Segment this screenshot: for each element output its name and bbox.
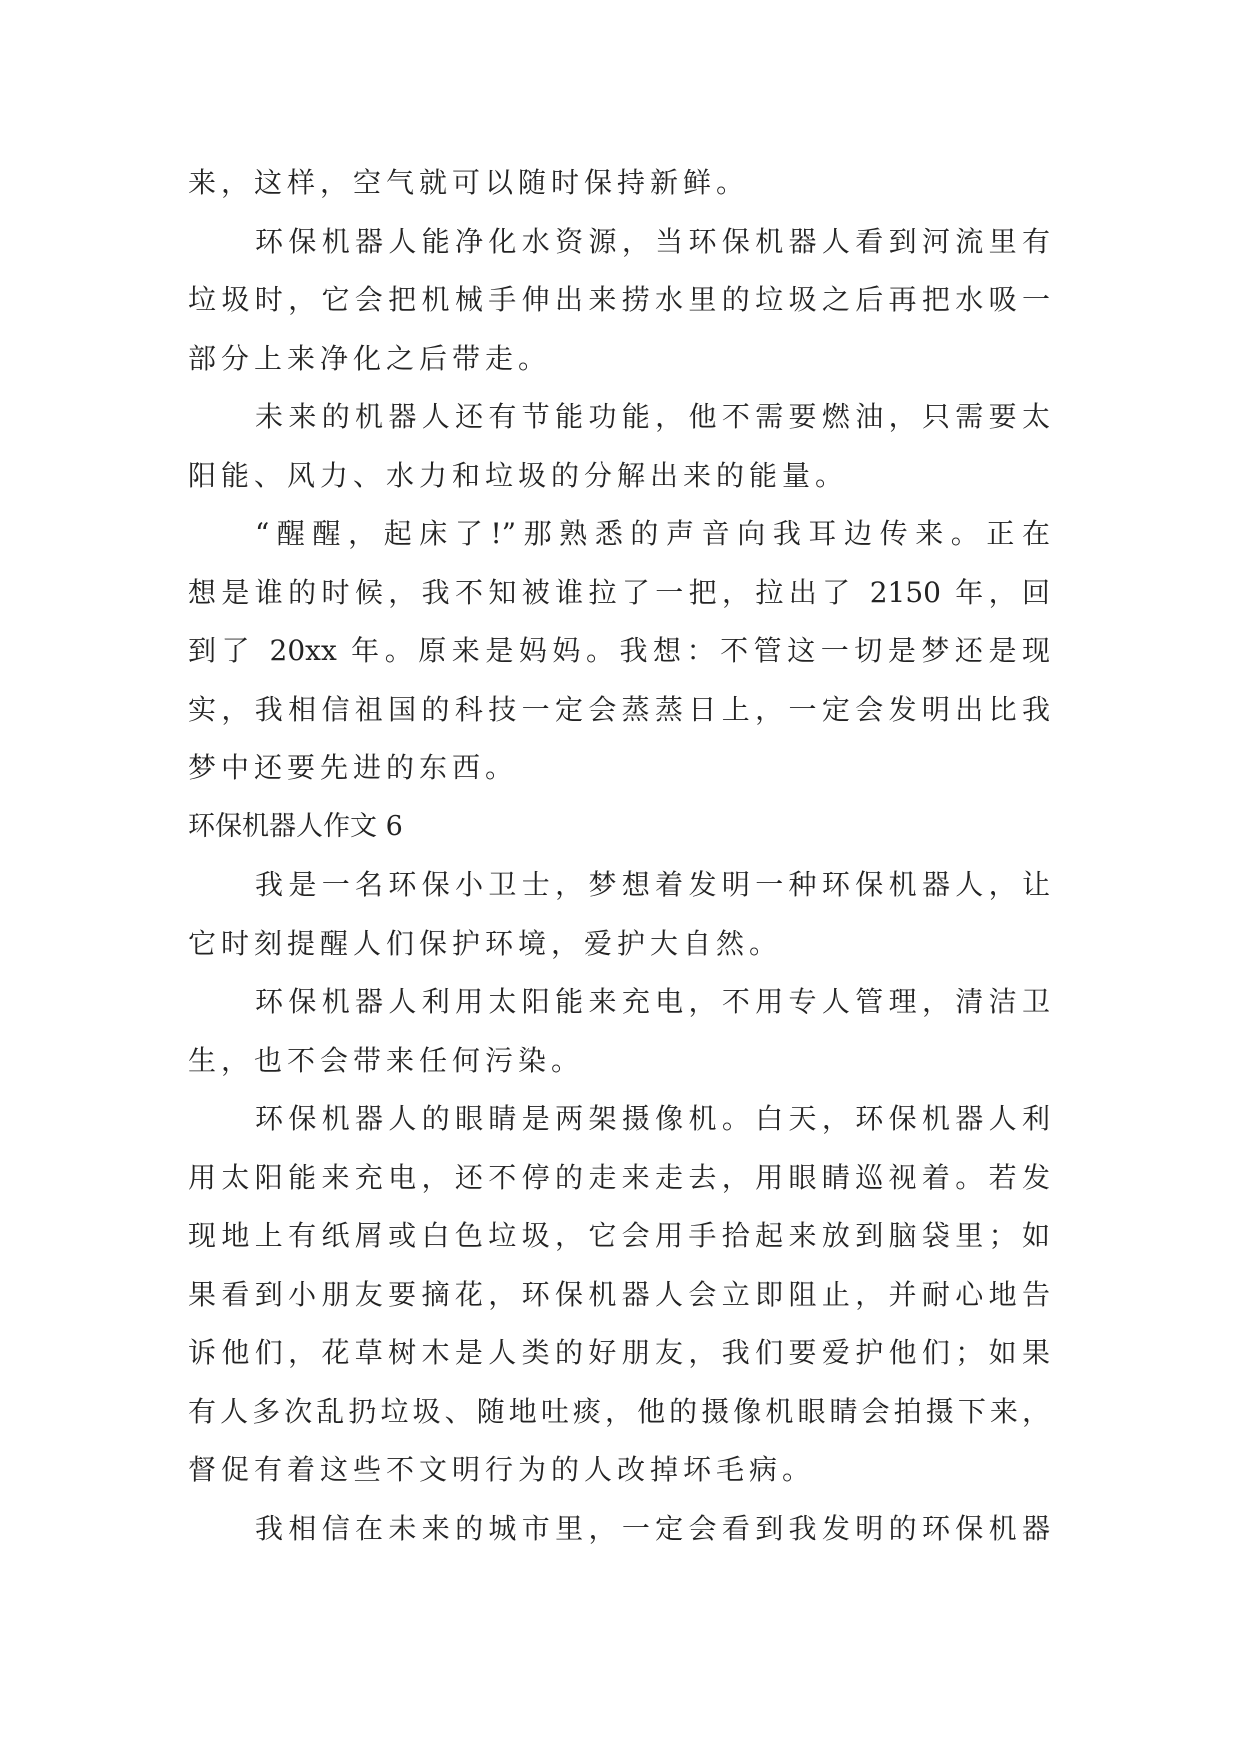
text-line: 想是谁的时候，我不知被谁拉了一把，拉出了 2150 年，回 [188,575,1050,609]
paragraph [188,856,1050,973]
text-line: 用太阳能来充电，还不停的走来走去，用眼睛巡视着。若发 [188,1160,1050,1194]
paragraph [188,973,1050,1090]
text-line: 到了 20xx 年。原来是妈妈。我想：不管这一切是梦还是现 [188,634,1050,667]
text-line: 垃圾时，它会把机械手伸出来捞水里的垃圾之后再把水吸一 [188,283,1050,316]
text-line: 它时刻提醒人们保护环境，爱护大自然。 [188,926,783,960]
text-line: 有人多次乱扔垃圾、随地吐痰，他的摄像机眼睛会拍摄下来， [188,1394,1050,1428]
text-line: 梦中还要先进的东西。 [188,751,519,784]
document-page-text [188,154,1050,1558]
paragraph [188,388,1050,505]
text-line: 阳能、风力、水力和垃圾的分解出来的能量。 [188,458,849,492]
text-line: 来，这样，空气就可以随时保持新鲜。 [188,166,750,199]
text-line: 我相信在未来的城市里，一定会看到我发明的环保机器 [255,1511,1050,1545]
paragraph [188,505,1050,798]
text-line: 我是一名环保小卫士，梦想着发明一种环保机器人，让 [255,868,1050,901]
paragraph [188,1090,1050,1500]
text-line: 生，也不会带来任何污染。 [188,1043,585,1077]
text-line: 环保机器人能净化水资源，当环保机器人看到河流里有 [255,224,1050,258]
section-heading: 环保机器人作文 6 [188,810,403,842]
text-line: 现地上有纸屑或白色垃圾，它会用手拾起来放到脑袋里；如 [188,1219,1050,1252]
text-line: 环保机器人利用太阳能来充电，不用专人管理，清洁卫 [255,985,1050,1018]
paragraph [188,154,1050,213]
text-line: 实，我相信祖国的科技一定会蒸蒸日上，一定会发明出比我 [188,692,1050,726]
text-line: 未来的机器人还有节能功能，他不需要燃油，只需要太 [255,400,1050,433]
paragraph [188,213,1050,389]
text-line: 督促有着这些不文明行为的人改掉坏毛病。 [188,1453,816,1486]
text-line: 果看到小朋友要摘花，环保机器人会立即阻止，并耐心地告 [188,1277,1050,1311]
paragraph [188,1500,1050,1559]
text-line: 诉他们，花草树木是人类的好朋友，我们要爱护他们；如果 [188,1336,1050,1369]
text-line: 环保机器人的眼睛是两架摄像机。白天，环保机器人利 [255,1102,1050,1135]
text-line: “醒醒，起床了!”那熟悉的声音向我耳边传来。正在 [255,517,1050,550]
text-line: 部分上来净化之后带走。 [188,341,552,375]
